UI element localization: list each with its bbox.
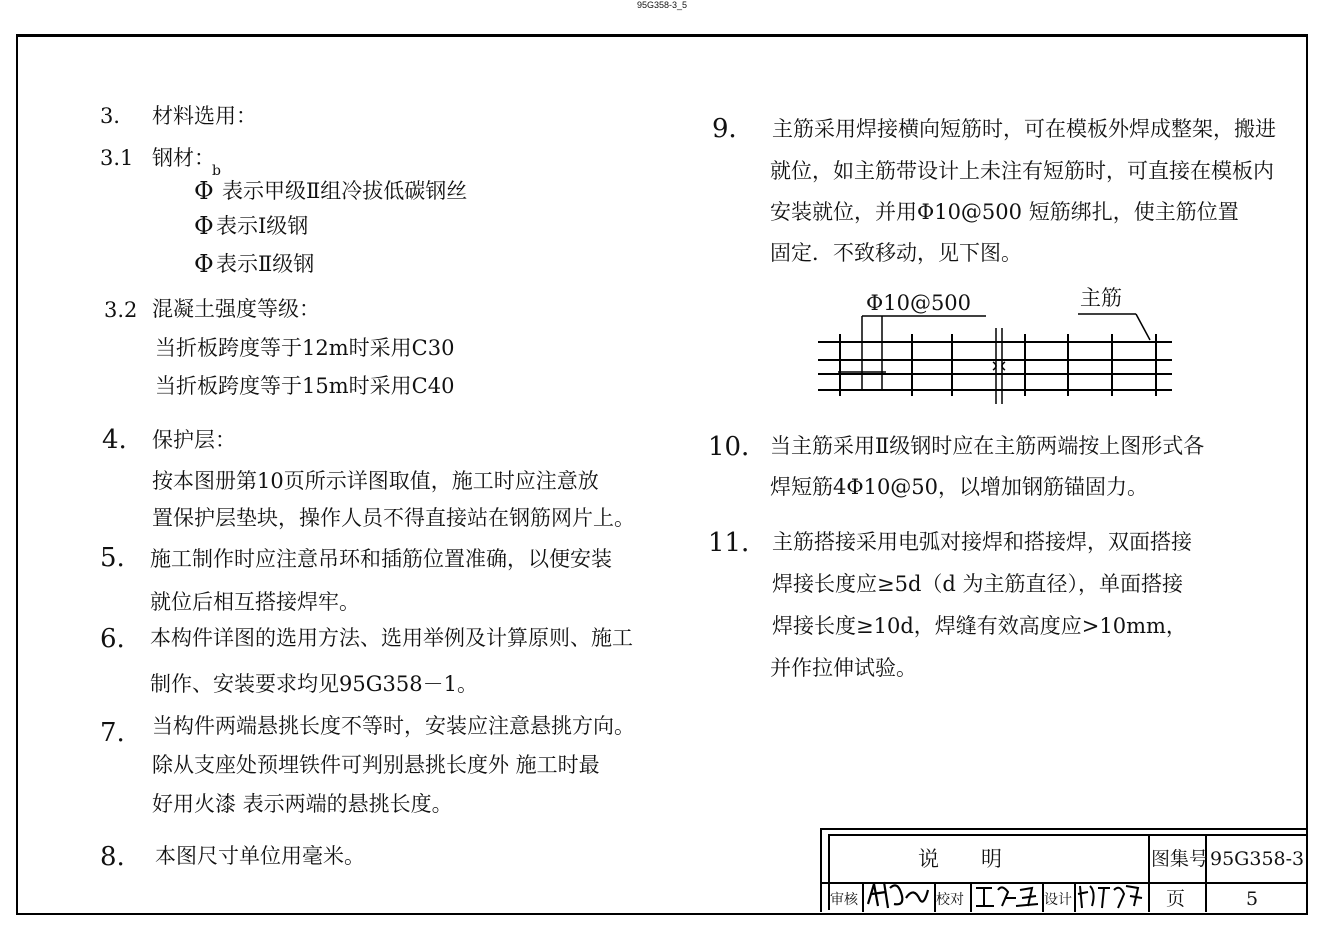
item-4-number: 4. (102, 425, 127, 455)
review-signature (864, 876, 932, 912)
item-8-line-1: 本图尺寸单位用毫米。 (155, 844, 365, 868)
item-11-line-2: 焊接长度应≥5d（d 为主筋直径），单面搭接 (772, 572, 1184, 596)
atlas-number-value: 95G358-3 (1210, 848, 1305, 870)
item-6-line-1: 本构件详图的选用方法、选用举例及计算原则、施工 (150, 626, 633, 650)
concrete-line-1: 当折板跨度等于12m时采用C30 (155, 336, 455, 360)
item-5-line-2: 就位后相互搭接焊牢。 (150, 590, 360, 614)
item-10-line-1: 当主筋采用Ⅱ级钢时应在主筋两端按上图形式各 (770, 434, 1205, 458)
item-3-2-number: 3.2 (104, 298, 138, 322)
item-11-line-3: 焊接长度≥10d，焊缝有效高度应>10mm， (772, 614, 1187, 638)
item-11-line-1: 主筋搭接采用电弧对接焊和搭接焊，双面搭接 (772, 530, 1192, 554)
phi-symbol-2: Φ (194, 250, 214, 278)
item-10-line-2: 焊短筋4Φ10@50，以增加钢筋锚固力。 (770, 475, 1149, 499)
item-5-line-1: 施工制作时应注意吊环和插筋位置准确，以便安装 (150, 547, 612, 571)
item-4-title: 保护层： (152, 428, 236, 452)
review-label: 审核 (830, 892, 858, 908)
figure-main-bar-label: 主筋 (1080, 286, 1122, 310)
item-9-number: 9． (712, 114, 755, 144)
steel-line-3: 表示Ⅱ级钢 (216, 252, 315, 276)
item-9-line-3: 安装就位，并用Φ10@500 短筋绑扎，使主筋位置 (770, 200, 1239, 224)
concrete-line-2: 当折板跨度等于15m时采用C40 (155, 374, 455, 398)
steel-line-1: 表示甲级Ⅱ组冷拔低碳钢丝 (222, 179, 468, 203)
item-7-number: 7. (100, 718, 125, 748)
item-11-line-4: 并作拉伸试验。 (770, 656, 917, 680)
item-3-1-title: 钢材： (152, 146, 215, 170)
item-3-number: 3． (100, 104, 135, 128)
item-9-line-1: 主筋采用焊接横向短筋时，可在模板外焊成整架，搬进 (772, 117, 1276, 141)
item-6-number: 6. (100, 624, 125, 654)
figure-spacing-label: Φ10@500 (866, 291, 972, 315)
title-block (820, 828, 1306, 912)
item-4-line-1: 按本图册第10页所示详图取值，施工时应注意放 (152, 469, 599, 493)
item-9-line-2: 就位，如主筋带设计上未注有短筋时，可直接在模板内 (770, 159, 1274, 183)
tb-divider-2 (1205, 834, 1207, 912)
item-7-line-3: 好用火漆 表示两端的悬挑长度。 (152, 792, 453, 816)
design-signature (1076, 880, 1146, 912)
phi-symbol-b: Φ (194, 177, 214, 205)
phi-symbol-1: Φ (194, 212, 214, 240)
item-7-line-2: 除从支座处预埋铁件可判别悬挑长度外 施工时最 (152, 753, 600, 777)
item-3-2-title: 混凝土强度等级： (152, 297, 320, 321)
item-3-title: 材料选用： (152, 104, 257, 128)
item-10-number: 10． (708, 432, 768, 462)
item-11-number: 11． (708, 528, 768, 558)
page-label: 页 (1166, 888, 1186, 910)
superscript-b: b (212, 163, 221, 179)
item-3-1-number: 3.1 (100, 146, 134, 170)
title-block-title: 说 明 (918, 847, 1002, 871)
item-6-line-2: 制作、安装要求均见95G358－1。 (150, 672, 478, 696)
document-id: 95G358-3_5 (636, 0, 688, 10)
design-label: 设计 (1044, 892, 1072, 908)
item-8-number: 8. (100, 842, 125, 872)
atlas-number-label: 图集号 (1151, 848, 1209, 870)
check-label: 校对 (936, 892, 964, 908)
tb-inner-top-line (828, 834, 1306, 836)
item-9-line-4: 固定．不致移动，见下图。 (770, 241, 1022, 265)
rebar-diagram (810, 300, 1180, 410)
item-7-line-1: 当构件两端悬挑长度不等时，安装应注意悬挑方向。 (152, 714, 635, 738)
item-5-number: 5. (100, 543, 125, 573)
page-value: 5 (1246, 888, 1259, 910)
steel-line-2: 表示Ⅰ级钢 (216, 214, 309, 238)
item-4-line-2: 置保护层垫块，操作人员不得直接站在钢筋网片上。 (152, 506, 635, 530)
tb-divider-1 (1148, 834, 1150, 912)
check-signature (972, 882, 1040, 910)
